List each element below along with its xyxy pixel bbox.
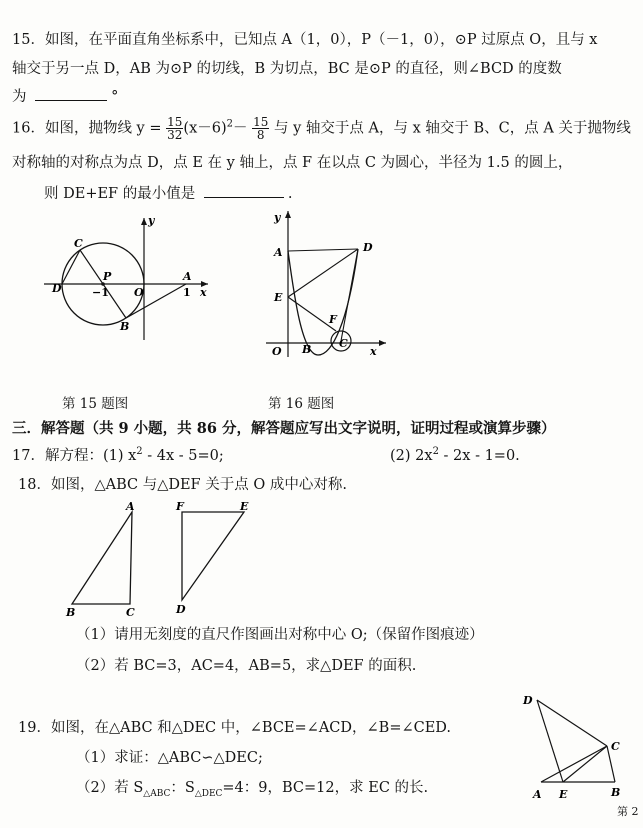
q19-sub2-a: （2）若 S xyxy=(76,780,144,796)
figure-15 xyxy=(40,212,240,352)
fig16-label-O: O xyxy=(272,345,282,358)
fig15-label-C: C xyxy=(74,237,83,250)
q19-sub2 xyxy=(76,780,428,799)
figure-16 xyxy=(258,205,408,365)
q19-sub2-b: ：S xyxy=(170,780,195,796)
fig15-label-x: x xyxy=(200,286,207,299)
q16-frac1-num: 15 xyxy=(167,115,183,129)
q16-line3-prefix: 则 DE+EF 的最小值是 xyxy=(44,186,196,202)
q17-rest-b: - 2x - 1=0. xyxy=(438,447,520,464)
fig18-label-F: F xyxy=(176,500,184,513)
q19-sub2-s1: △ABC xyxy=(143,788,171,799)
q19-sub2-s2: △DEC xyxy=(194,788,223,799)
q17-rest-a: - 4x - 5=0; xyxy=(142,447,224,464)
fig16-label-x: x xyxy=(370,345,377,358)
fig16-label-y: y xyxy=(274,211,281,224)
q16-answer-blank[interactable] xyxy=(204,197,284,198)
q15-line3-prefix: 为 xyxy=(12,89,27,105)
fig16-label-D: D xyxy=(363,241,373,254)
q16-line1-d: 与 y 轴交于点 A，与 x 轴交于 B、C，点 A 关于抛物线 xyxy=(274,120,631,137)
fig19-label-E: E xyxy=(559,788,568,801)
fig15-label-D: D xyxy=(52,282,62,295)
figure-18 xyxy=(62,500,262,618)
fig19-label-C: C xyxy=(611,740,620,753)
q17-part2 xyxy=(390,446,520,465)
q17-part2-label: (2) 2x xyxy=(390,447,433,464)
fig18-label-C: C xyxy=(126,606,135,619)
fig18-label-A: A xyxy=(126,500,135,513)
fig19-label-D: D xyxy=(523,694,533,707)
q16-line1-b: (x－6) xyxy=(183,120,227,137)
q15-line2: 轴交于另一点 D，AB 为⊙P 的切线，B 为切点，BC 是⊙P 的直径，则∠BCD 的度数 xyxy=(12,61,562,77)
fig19-label-B: B xyxy=(611,786,621,799)
q16-line2: 对称轴的对称点为点 D，点 E 在 y 轴上，点 F 在以点 C 为圆心，半径为 1.5 的圆上， xyxy=(12,155,573,171)
q17-label: 17．解方程：(1) x xyxy=(12,447,137,464)
q16-fraction-2 xyxy=(252,116,269,141)
q19-sub1: （1）求证：△ABC∽△DEC; xyxy=(76,750,263,766)
fig15-label-A: A xyxy=(183,270,192,283)
fig15-label-B: B xyxy=(120,320,130,333)
q16-line1-a: 16．如图，抛物线 y = xyxy=(12,120,162,137)
fig15-label-neg1: −1 xyxy=(92,286,109,299)
q18-line1: 18．如图，△ABC 与△DEF 关于点 O 成中心对称. xyxy=(18,477,347,493)
fig15-label-one: 1 xyxy=(183,286,191,299)
fig19-label-A: A xyxy=(533,788,542,801)
q15-answer-blank[interactable] xyxy=(35,100,107,101)
fig15-label-y: y xyxy=(148,214,155,227)
q16-frac1-den: 32 xyxy=(167,128,183,142)
q19-sub2-c: =4：9，BC=12，求 EC 的长. xyxy=(222,780,429,796)
fig16-label-E: E xyxy=(274,291,283,304)
q16-line1-c: － xyxy=(233,120,248,137)
fig15-caption: 第 15 题图 xyxy=(62,396,129,412)
fig16-caption: 第 16 题图 xyxy=(268,396,335,412)
fig16-label-C: C xyxy=(339,337,348,350)
q15-line3-suffix: ° xyxy=(111,89,119,105)
q16-line1 xyxy=(12,116,631,141)
q17-part1 xyxy=(12,446,224,465)
fig15-label-P: P xyxy=(103,270,112,283)
q16-fraction-1 xyxy=(166,116,183,141)
q15-line3 xyxy=(12,89,118,106)
fig16-label-B: B xyxy=(302,343,312,356)
q15-line1: 15．如图，在平面直角坐标系中，已知点 A（1，0），P（－1，0），⊙P 过原点 O，且与 x xyxy=(12,32,598,48)
q16-frac2-den: 8 xyxy=(256,128,265,142)
q16-sup: 2 xyxy=(226,118,233,130)
fig18-label-E: E xyxy=(240,500,249,513)
fig15-label-O: O xyxy=(134,286,144,299)
fig16-label-F: F xyxy=(329,313,337,326)
fig18-label-B: B xyxy=(66,606,76,619)
q16-line3-suffix: . xyxy=(287,186,293,202)
q19-line1: 19．如图，在△ABC 和△DEC 中，∠BCE=∠ACD，∠B=∠CED. xyxy=(18,720,452,736)
fig16-label-A: A xyxy=(274,246,283,259)
figure-19 xyxy=(515,690,635,808)
q17-sup-b: 2 xyxy=(432,446,439,457)
q18-sub1: （1）请用无刻度的直尺作图画出对称中心 O;（保留作图痕迹） xyxy=(76,627,484,643)
fig18-label-D: D xyxy=(176,603,186,616)
q16-frac2-num: 15 xyxy=(253,115,269,129)
page-number-corner: 第 2 xyxy=(617,805,639,818)
q16-line3 xyxy=(44,186,292,203)
q17-sup-a: 2 xyxy=(136,446,143,457)
q18-sub2: （2）若 BC=3，AC=4，AB=5，求△DEF 的面积. xyxy=(76,658,417,674)
section3-heading: 三．解答题（共 9 小题，共 86 分，解答题应写出文字说明，证明过程或演算步骤） xyxy=(12,420,556,437)
